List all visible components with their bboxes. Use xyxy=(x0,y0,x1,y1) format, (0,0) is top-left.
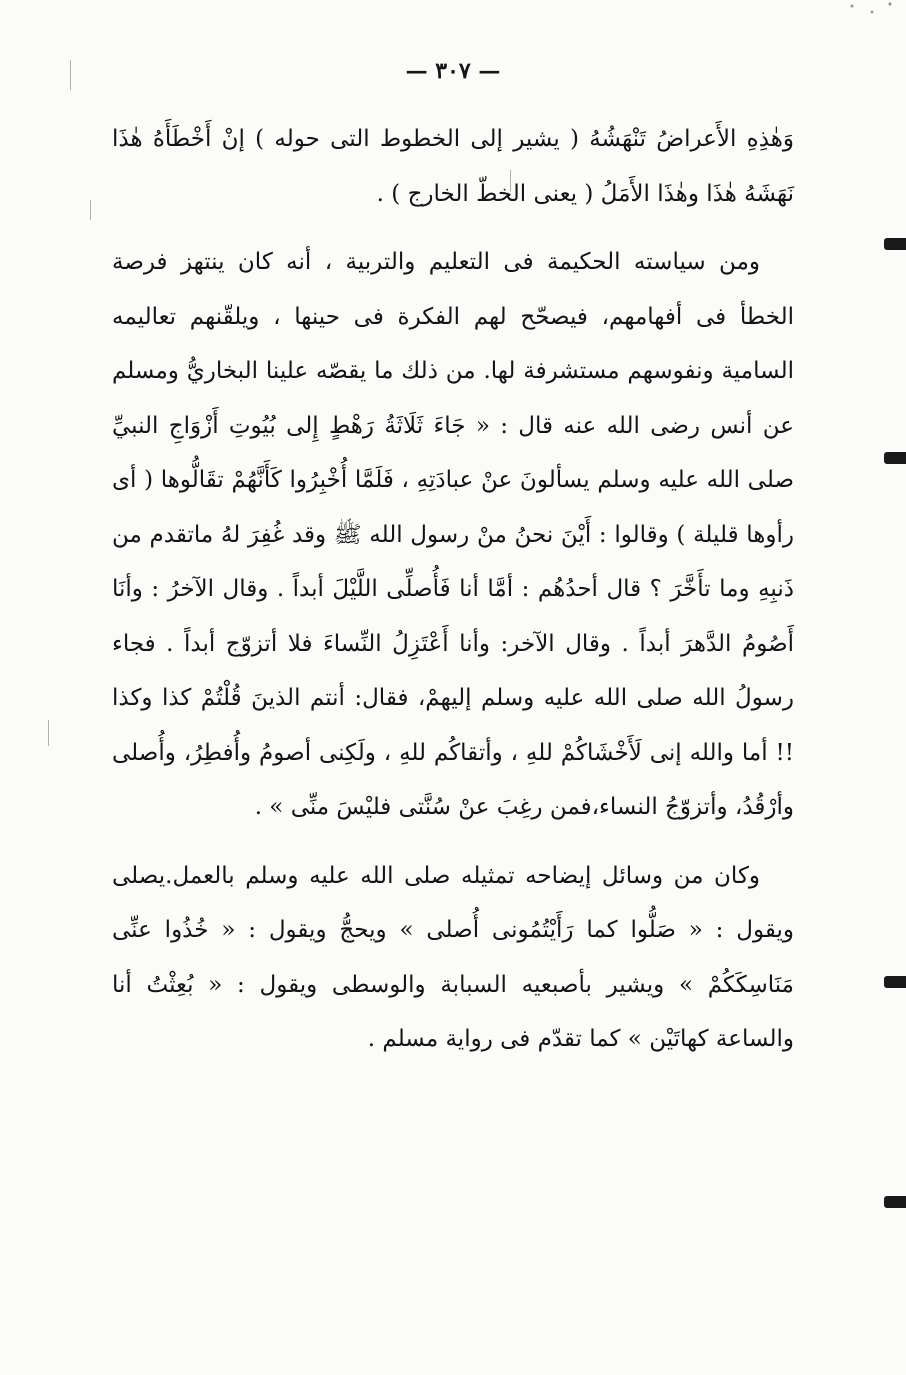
pen-stroke xyxy=(48,720,49,746)
paragraph-3: وكان من وسائل إيضاحه تمثيله صلى الله عليه وسلم بالعمل.يصلى ويقول : « صَلُّوا كما رَأَيْتُمُونى أُصلى » ويحجُّ ويقول : « خُذُوا عنِّى مَنَاسِكَكُمْ » ويشير بأصبعيه السبابة والوسطى ويقول : « بُعِثْتُ أنا والساعة كهاتَيْن » كما تقدّم فى رواية مسلم . xyxy=(112,862,794,1052)
binding-mark xyxy=(884,238,906,250)
binding-mark xyxy=(884,452,906,464)
paragraph-2: ومن سياسته الحكيمة فى التعليم والتربية ، أنه كان ينتهز فرصة الخطأ فى أفهامهم، فيصحّح لهم الفكرة فى حينها ، ويلقّنهم تعاليمه السامية ونفوسهم مستشرفة لها. من ذلك ما يقصّه علينا البخاريُّ ومسلم عن أنس رضى الله عنه قال : « جَاءَ ثَلَاثَةُ رَهْطٍ إِلى بُيُوتِ أَزْوَاجِ النبيِّ صلى الله عليه وسلم يسألونَ عنْ عبادَتِهِ ، فَلَمَّا أُخْبِرُوا كَأَنَّهُمْ تقَالُّوها ( أى رأوها قليلة ) وقالوا : أَيْنَ نحنُ منْ رسول الله ﷺ وقد غُفِرَ لهُ ماتقدم من ذَنبِهِ وما تأَخَّرَ ؟ قال أحدُهُم : أمَّا أنا فَأُصلِّى اللَّيْلَ أبداً . وقال الآخرُ : وأنَا أَصُومُ الدَّهرَ أبداً . وقال الآخر: وأنا أَعْتَزِلُ النِّساءَ فلا أتزوّج أبداً . فجاء رسولُ الله صلى الله عليه وسلم إليهمْ، فقال: أنتم الذينَ قُلْتُمْ كذا وكذا !! أما والله إنى لَأَخْشَاكُمْ للهِ ، وأتقاكُم للهِ ، ولَكِنى أصومُ وأُفطِرُ، وأُصلى وأرْقُدُ، وأتزوّجُ النساء،فمن رغِبَ عنْ سُنَّتى فليْسَ منِّى » . xyxy=(112,249,794,820)
pen-stroke xyxy=(90,200,91,220)
binding-mark xyxy=(884,1196,906,1208)
page-body xyxy=(112,112,794,1081)
paragraph-1: وَهٰذِهِ الأَعراضُ تَنْهَشُهُ ( يشير إلى الخطوط التى حوله ) إنْ أَخْطَأَهُ هٰذَا نَهَشَهُ هٰذَا وهٰذَا الأَمَلُ ( يعنى الخطّ الخارج ) . xyxy=(112,126,794,207)
binding-mark xyxy=(884,976,906,988)
scan-noise xyxy=(842,0,906,20)
page-number: — ٣٠٧ — xyxy=(405,58,501,84)
